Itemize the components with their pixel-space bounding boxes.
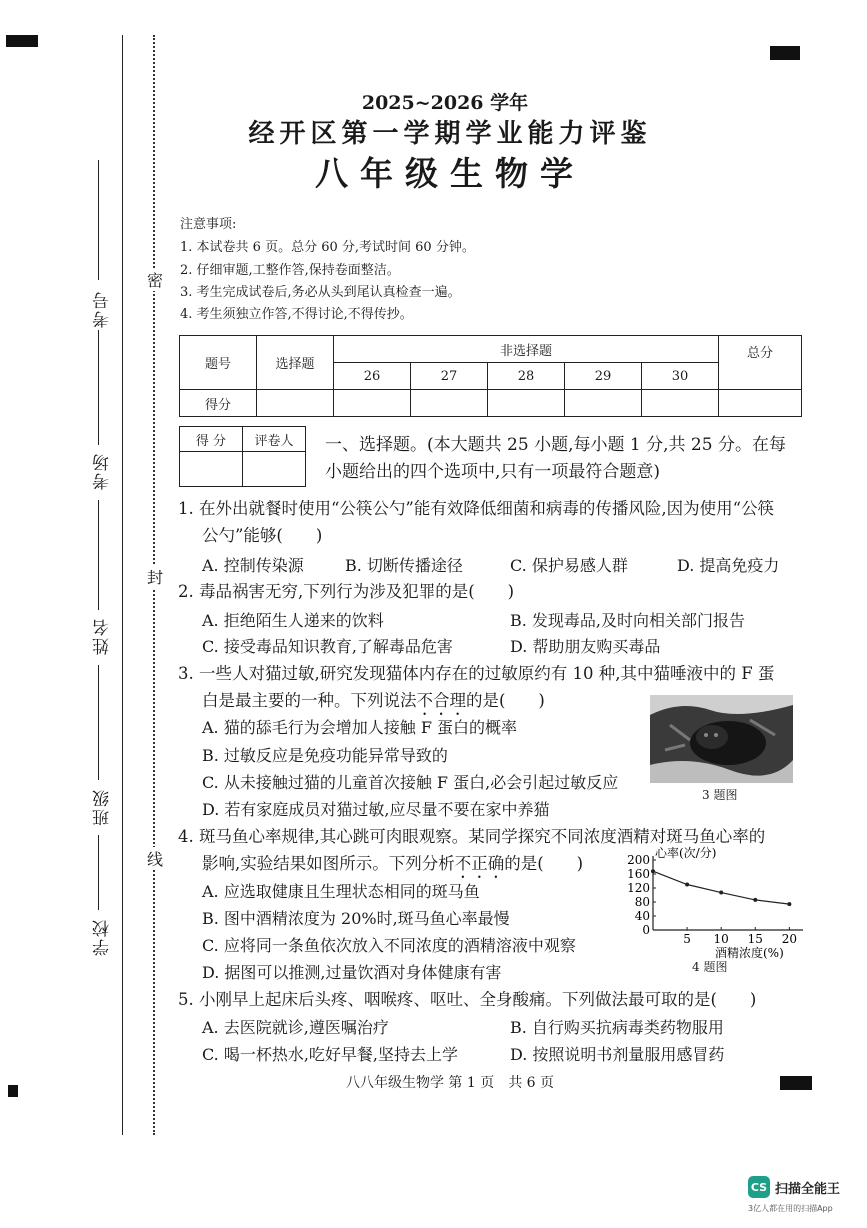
choice-section-header: 选择题 [257,336,334,390]
question-5-option-b[interactable]: B. 自行购买抗病毒类药物服用 [510,1018,724,1037]
question-3-line-2-post: 的是( ) [466,691,545,710]
exam-number-label: 考号 [93,290,113,328]
chart-y-axis-label: 心率(次/分) [655,846,717,860]
question-number-cell: 30 [642,363,719,390]
grader-score-field[interactable] [180,452,243,487]
score-cell-27[interactable] [411,390,488,417]
question-4-line-1: 4. 斑马鱼心率规律,其心跳可肉眼观察。某同学探究不同浓度酒精对斑马鱼心率的 [178,827,766,846]
question-5-option-c[interactable]: C. 喝一杯热水,吃好早餐,坚持去上学 [202,1045,459,1064]
chart-y-tick-label: 0 [642,923,650,937]
question-3-line-1: 3. 一些人对猫过敏,研究发现猫体内存在的过敏原约有 10 种,其中猫唾液中的 F 蛋 [178,664,775,683]
exam-room-line[interactable] [98,330,99,445]
score-cell-29[interactable] [565,390,642,417]
question-2-option-c[interactable]: C. 接受毒品知识教育,了解毒品危害 [202,637,453,656]
question-1-line-1: 1. 在外出就餐时使用“公筷公勺”能有效降低细菌和病毒的传播风险,因为使用“公筷 [178,499,775,518]
question-4-option-d[interactable]: D. 据图可以推测,过量饮酒对身体健康有害 [202,963,502,982]
chart-x-axis-label: 酒精浓度(%) [715,946,784,960]
question-1-option-d[interactable]: D. 提高免疫力 [677,556,780,575]
figure-3-caption: 3 题图 [702,788,738,802]
seal-char-feng: 封 [147,565,163,588]
question-3-line-2-pre: 白是最主要的一种。下列说法 [202,691,417,710]
question-number-header: 题号 [180,336,257,390]
name-line[interactable] [98,500,99,610]
chart-x-tick-label: 5 [683,932,691,946]
question-number-cell: 29 [565,363,642,390]
page-footer: 八八年级生物学 第 1 页 共 6 页 [345,1075,555,1091]
score-cell-choice[interactable] [257,390,334,417]
question-3-option-d[interactable]: D. 若有家庭成员对猫过敏,应尽量不要在家中养猫 [202,800,550,819]
chart-x-tick-label: 15 [747,932,763,946]
score-cell-28[interactable] [488,390,565,417]
question-5-option-d[interactable]: D. 按照说明书剂量服用感冒药 [510,1045,725,1064]
class-line[interactable] [98,665,99,780]
question-number-cell: 28 [488,363,565,390]
scanner-app-name: 扫描全能王 [775,1181,841,1197]
score-cell-30[interactable] [642,390,719,417]
scanner-badge [748,1176,840,1198]
chart-data-point [787,902,791,906]
question-4-line-2-post: 的是( ) [504,854,584,873]
scanner-logo-icon: CS [748,1176,770,1198]
question-4-option-b[interactable]: B. 图中酒精浓度为 20%时,斑马鱼心率最慢 [202,909,510,928]
question-1-option-c[interactable]: C. 保护易感人群 [510,556,628,575]
chart-y-tick-label: 40 [634,909,650,923]
binding-solid-line [122,35,123,1135]
question-5-option-a[interactable]: A. 去医院就诊,遵医嘱治疗 [202,1018,389,1037]
question-3-emphasis: 不合理 [416,691,466,710]
question-number-cell: 26 [334,363,411,390]
question-5-line-1: 5. 小刚早上起床后头疼、咽喉疼、呕吐、全身酸痛。下列做法最可取的是( ) [178,990,757,1009]
chart-data-point [685,883,689,887]
notice-item: 4. 考生须独立作答,不得讨论,不得传抄。 [180,307,413,322]
question-4-emphasis: 不正确 [454,854,505,873]
cat-photo [650,695,793,783]
question-number-cell: 27 [411,363,488,390]
grader-box [179,426,306,487]
figure-4-caption: 4 题图 [692,960,728,974]
nonchoice-section-header: 非选择题 [334,336,719,363]
notice-item: 2. 仔细审题,工整作答,保持卷面整洁。 [180,263,400,278]
notice-heading: 注意事项: [180,217,237,232]
class-label: 班级 [93,788,113,826]
chart-x-tick-label: 20 [781,932,798,946]
question-3-option-a[interactable]: A. 猫的舔毛行为会增加人接触 F 蛋白的概率 [202,718,518,737]
question-3-option-c[interactable]: C. 从未接触过猫的儿童首次接触 F 蛋白,必会引起过敏反应 [202,773,619,792]
chart-y-tick-label: 200 [627,853,650,867]
score-table [179,335,802,417]
chart-data-point [753,898,757,902]
question-2-option-d[interactable]: D. 帮助朋友购买毒品 [510,637,661,656]
seal-char-xian: 线 [147,847,163,870]
grader-score-label: 得 分 [180,427,243,452]
school-line[interactable] [98,835,99,910]
chart-series-line [653,871,789,904]
exam-title: 经开区第一学期学业能力评鉴 [248,119,652,149]
exam-room-label: 考场 [93,452,113,490]
scanner-tagline: 3亿人都在用的扫描App [748,1204,833,1213]
notice-item: 1. 本试卷共 6 页。总分 60 分,考试时间 60 分钟。 [180,240,475,255]
section-1-heading: 一、选择题。(本大题共 25 小题,每小题 1 分,共 25 分。在每小题给出的四个选项中,只有一项最符合题意) [325,435,786,482]
name-label: 姓名 [93,617,113,655]
notice-item: 3. 考生完成试卷后,务必从头到尾认真检查一遍。 [180,285,461,300]
question-2-option-a[interactable]: A. 拒绝陌生人递来的饮料 [202,611,384,630]
grader-name-label: 评卷人 [243,427,306,452]
chart-data-point [719,891,723,895]
question-1-line-2: 公勺”能够( ) [202,526,323,545]
question-4-line-2 [202,850,583,882]
question-2-line-1: 2. 毒品祸害无穷,下列行为涉及犯罪的是( ) [178,582,515,601]
chart-y-tick-label: 120 [627,881,650,895]
question-4-option-a[interactable]: A. 应选取健康且生理状态相同的斑马鱼 [202,882,480,901]
chart-x-tick-label: 10 [713,932,729,946]
total-header: 总分 [719,336,802,390]
score-cell-26[interactable] [334,390,411,417]
grader-name-field[interactable] [243,452,306,487]
chart-y-tick-label: 160 [627,867,650,881]
question-2-option-b[interactable]: B. 发现毒品,及时向相关部门报告 [510,611,746,630]
heart-rate-chart [615,843,805,973]
question-4-option-c[interactable]: C. 应将同一条鱼依次放入不同浓度的酒精溶液中观察 [202,936,576,955]
question-3-option-b[interactable]: B. 过敏反应是免疫功能异常导致的 [202,746,448,765]
school-label: 学校 [93,918,113,956]
subject-title: 八年级生物学 [315,154,585,193]
question-1-option-a[interactable]: A. 控制传染源 [202,556,304,575]
chart-y-tick-label: 80 [634,895,650,909]
registration-mark-top-left [6,35,38,47]
score-row-label: 得分 [180,390,257,417]
registration-mark-top-right [770,46,800,60]
score-cell-total[interactable] [719,390,802,417]
school-year: 2025~2026 学年 [361,92,529,114]
question-4-line-2-pre: 影响,实验结果如图所示。下列分析 [202,854,455,873]
chart-data-point [651,869,655,873]
question-1-option-b[interactable]: B. 切断传播途径 [345,556,463,575]
seal-char-mi: 密 [147,268,163,291]
